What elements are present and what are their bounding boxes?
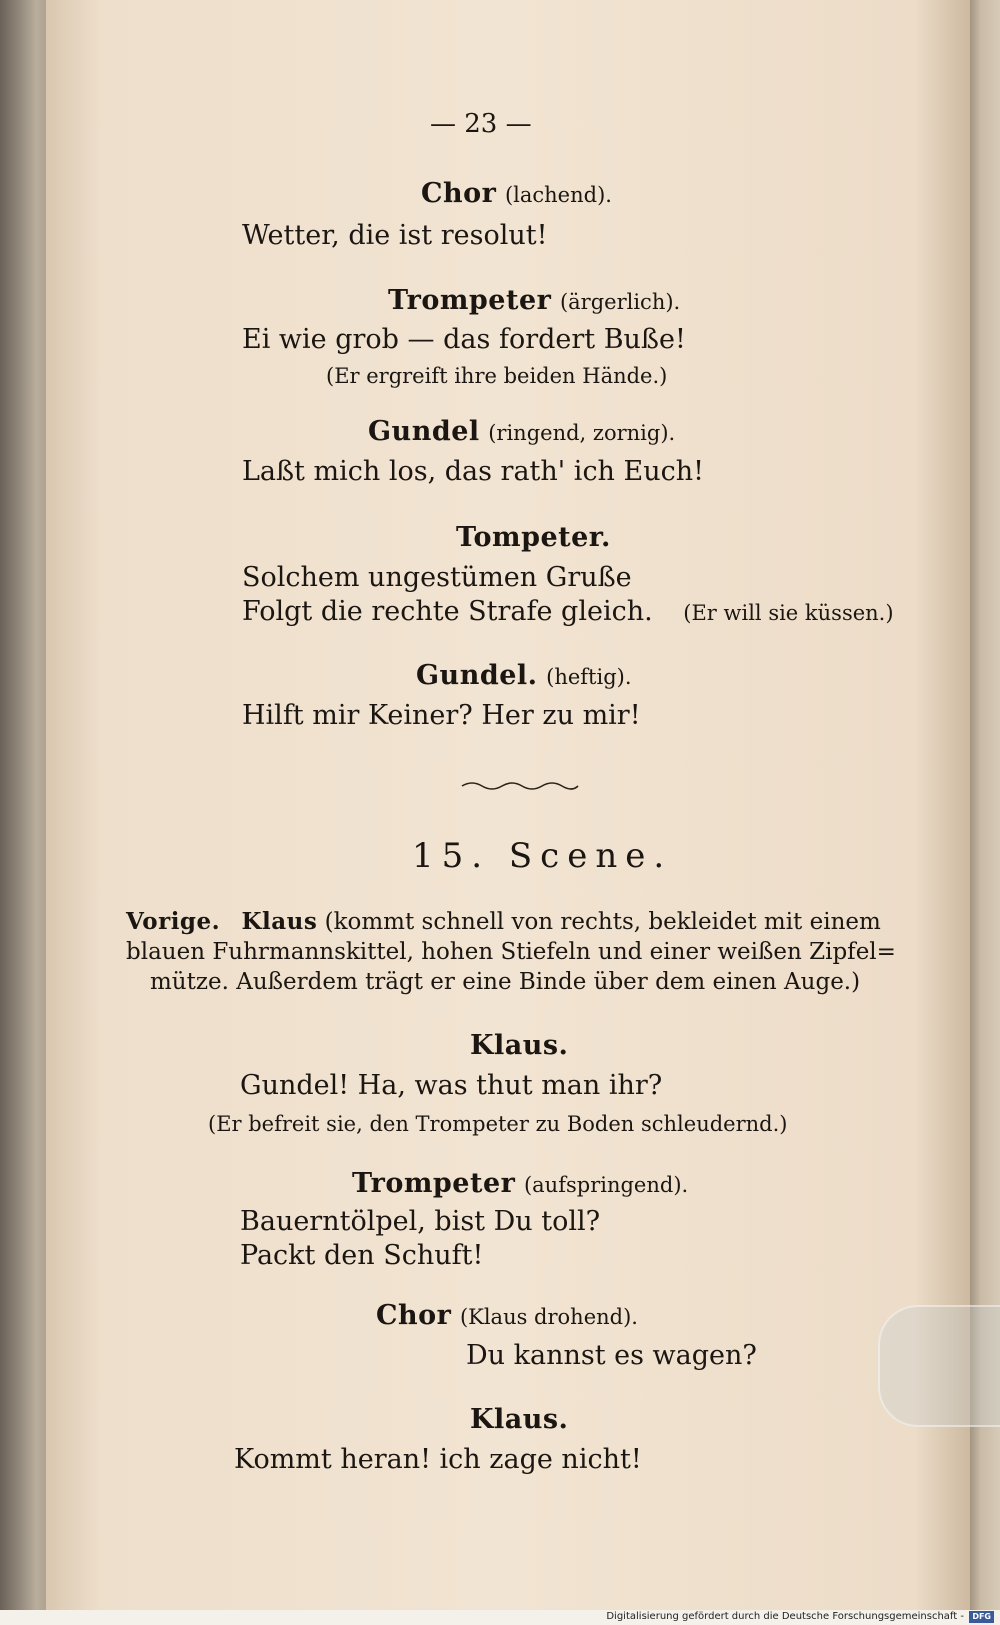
book-spine <box>0 0 52 1625</box>
speaker-name: Gundel. <box>416 660 538 691</box>
speaker-line <box>416 660 632 693</box>
speaker-line <box>421 178 612 211</box>
stage-direction: (Er befreit sie, den Trompeter zu Boden schleudernd.) <box>208 1112 788 1136</box>
verse-line: Ei wie grob — das fordert Buße! <box>242 324 686 355</box>
scene-description-text: (kommt schnell von rechts, bekleidet mit einem <box>324 909 881 935</box>
scene-description-line: mütze. Außerdem trägt er eine Binde über dem einen Auge.) <box>150 969 861 995</box>
verse-line: Du kannst es wagen? <box>466 1340 757 1371</box>
ornament-divider <box>460 780 580 792</box>
page-number: — 23 — <box>430 109 532 139</box>
verse-line: Laßt mich los, das rath' ich Euch! <box>242 456 704 487</box>
speaker-line <box>376 1300 638 1333</box>
scene-description-line: blauen Fuhrmannskittel, hohen Stiefeln und einer weißen Zipfel= <box>126 939 896 965</box>
verse-line: Packt den Schuft! <box>240 1240 484 1271</box>
scene-persons: Vorige. <box>126 908 221 935</box>
stage-direction: (Er will sie küssen.) <box>683 601 894 625</box>
verse-line <box>242 596 894 629</box>
stage-direction: (Er ergreift ihre beiden Hände.) <box>326 364 668 388</box>
speaker-line <box>470 1404 568 1436</box>
dfg-logo: DFG <box>969 1611 994 1623</box>
speaker-name: Trompeter <box>388 285 552 316</box>
speaker-name: Trompeter <box>352 1168 516 1199</box>
footer-credit: Digitalisierung gefördert durch die Deutsche Forschungsgemeinschaft - <box>606 1611 964 1622</box>
speaker-name: Chor <box>376 1300 452 1331</box>
book-page <box>46 0 970 1610</box>
speaker-name: Chor <box>421 178 497 209</box>
page-clip-tab <box>878 1305 1000 1427</box>
verse-line: Hilft mir Keiner? Her zu mir! <box>242 700 641 731</box>
scene-persons: Klaus <box>241 908 318 935</box>
speaker-name: Klaus. <box>470 1404 569 1435</box>
speaker-line <box>388 285 680 318</box>
speaker-name: Tompeter. <box>456 522 611 553</box>
verse-line: Wetter, die ist resolut! <box>242 220 548 251</box>
speaker-name: Klaus. <box>470 1030 569 1061</box>
speaker-line <box>368 416 675 449</box>
verse-line: Gundel! Ha, was thut man ihr? <box>240 1070 663 1101</box>
speaker-line <box>470 1030 568 1062</box>
verse-line: Bauerntölpel, bist Du toll? <box>240 1206 601 1237</box>
speaker-line <box>456 522 611 554</box>
speaker-name: Gundel <box>368 416 480 447</box>
stage-direction: (ärgerlich). <box>559 290 681 314</box>
stage-direction: (heftig). <box>546 665 632 689</box>
stage-direction: (ringend, zornig). <box>488 421 676 445</box>
verse-line: Solchem ungestümen Gruße <box>242 562 632 593</box>
verse-text: Folgt die rechte Strafe gleich. <box>242 596 653 627</box>
stage-direction: (lachend). <box>504 183 612 207</box>
stage-direction: (aufspringend). <box>523 1173 689 1197</box>
stage-direction: (Klaus drohend). <box>459 1305 638 1329</box>
speaker-line <box>352 1168 688 1201</box>
verse-line: Kommt heran! ich zage nicht! <box>234 1444 642 1475</box>
scene-heading: 15. Scene. <box>412 836 673 876</box>
scene-description-line <box>126 908 881 936</box>
